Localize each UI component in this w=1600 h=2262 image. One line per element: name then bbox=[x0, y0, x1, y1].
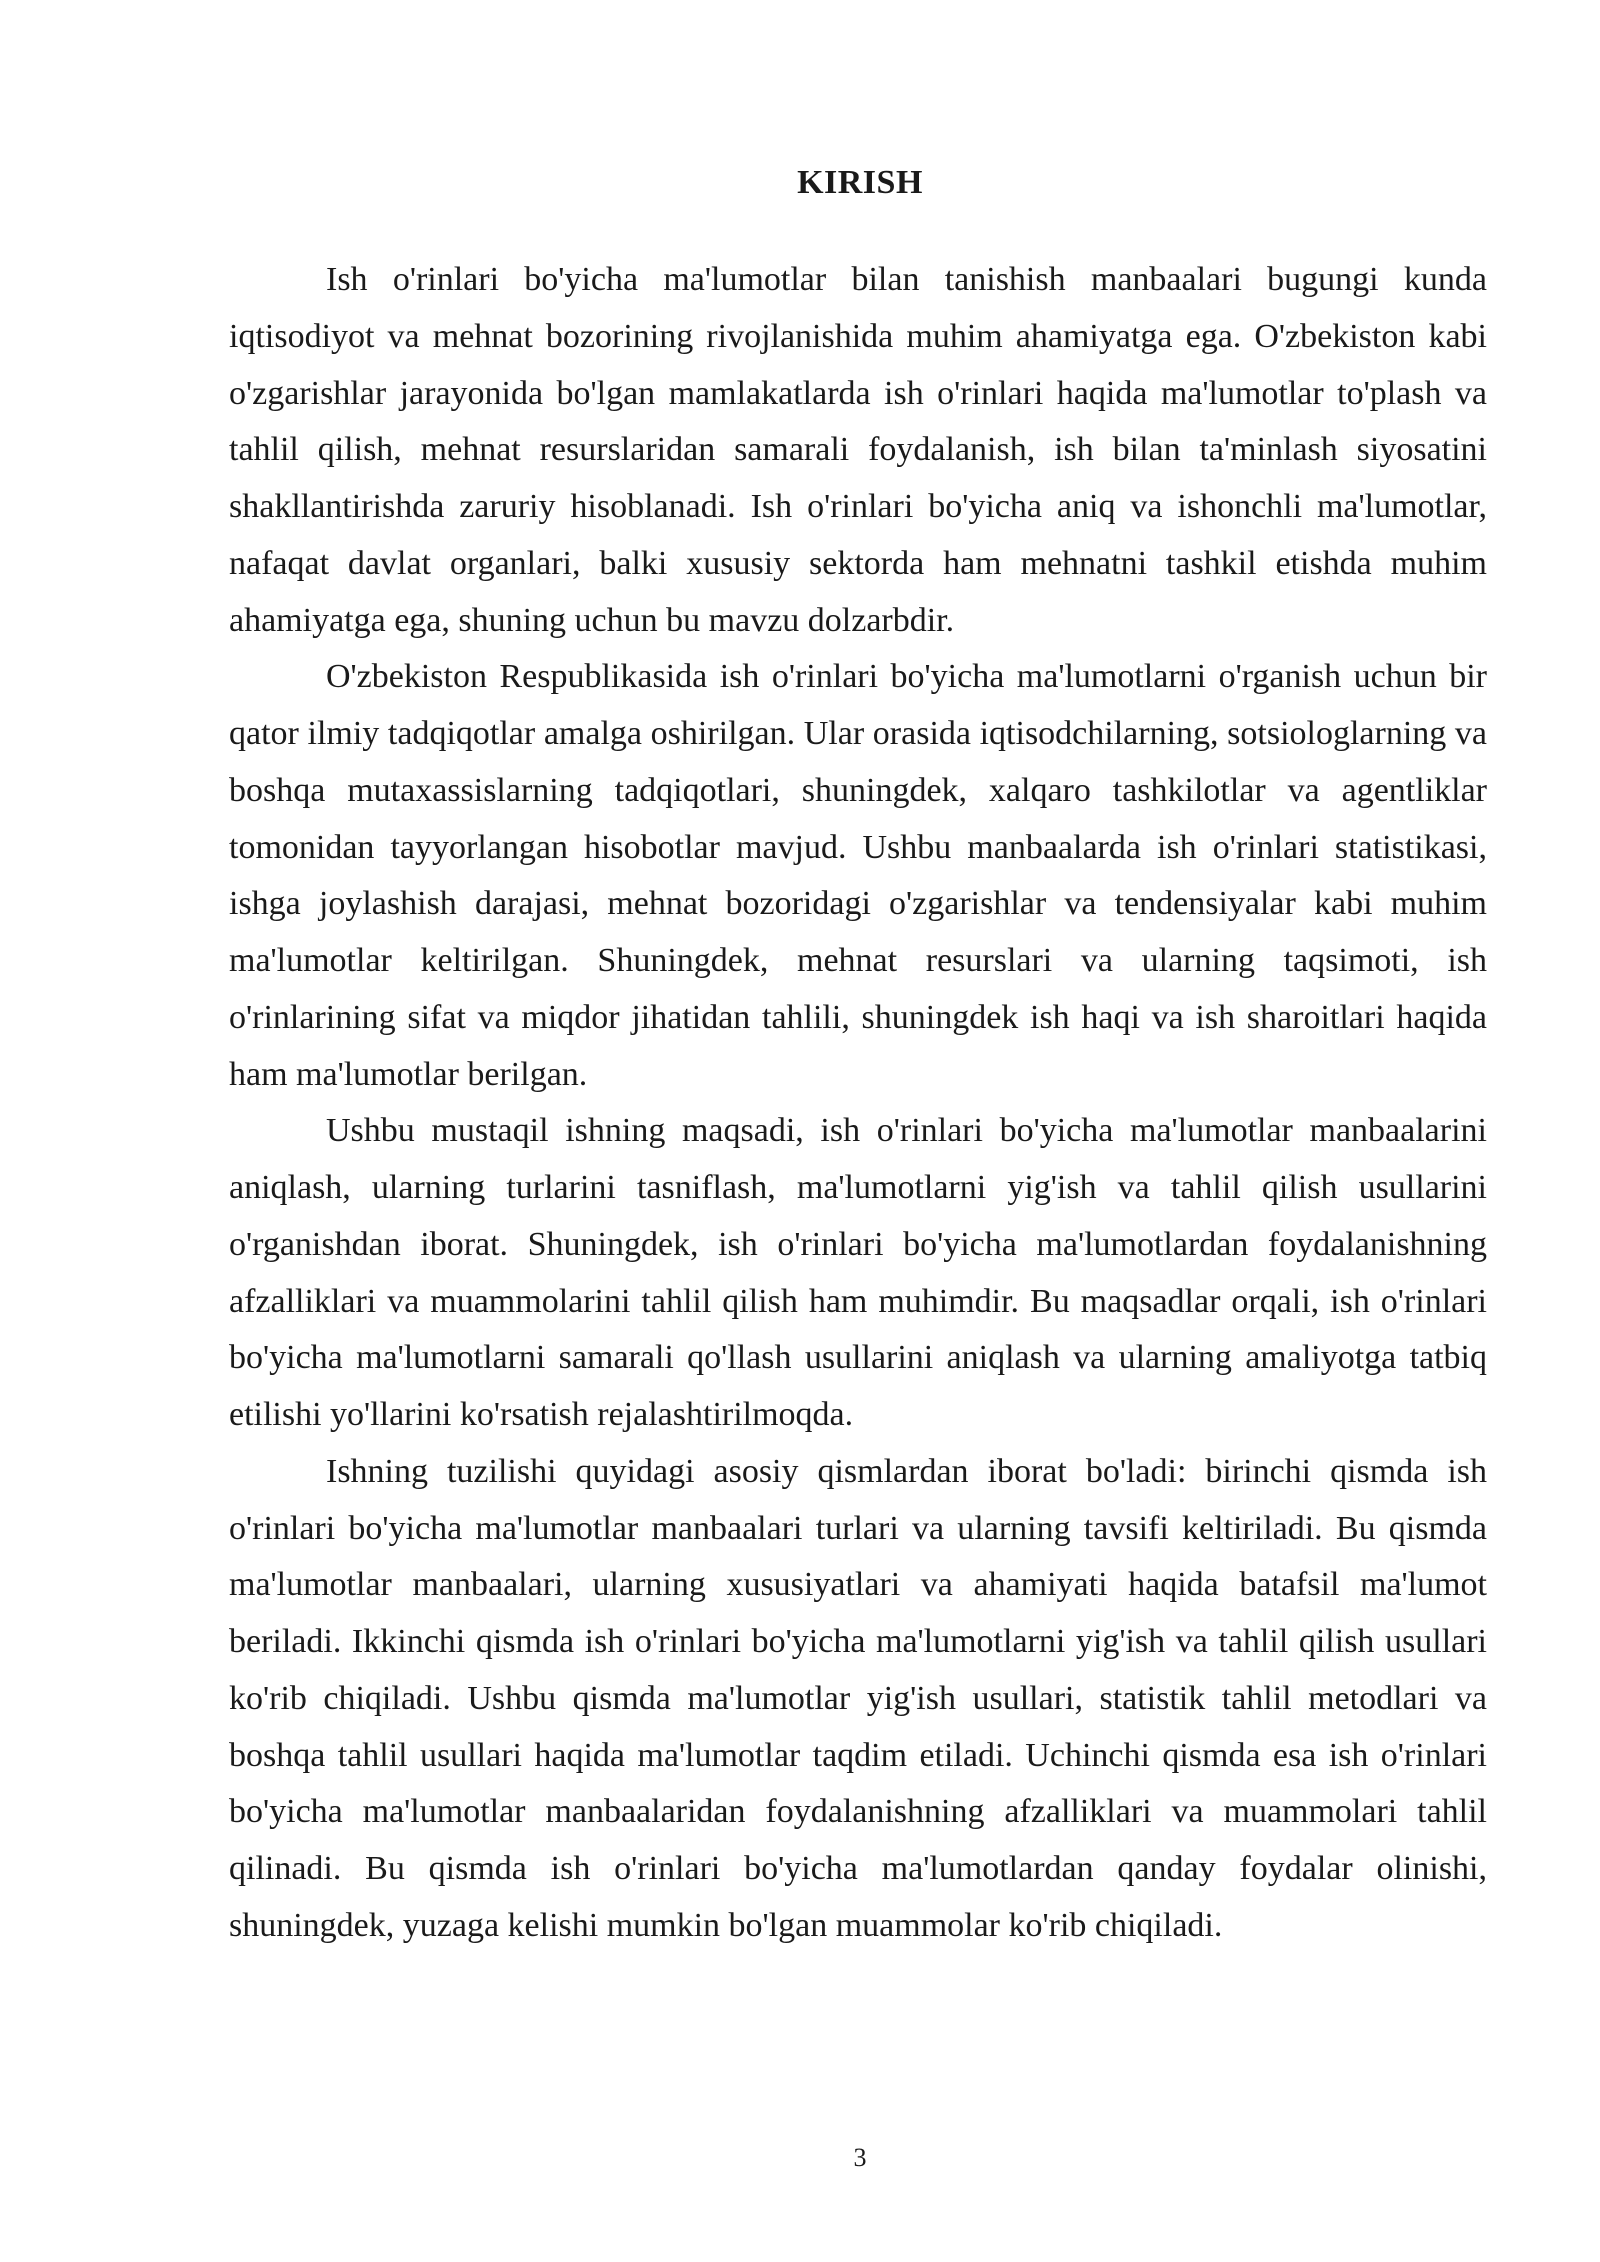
page-number: 3 bbox=[853, 2143, 867, 2172]
body-text bbox=[229, 252, 1487, 1955]
page-title: KIRISH bbox=[797, 164, 923, 201]
paragraph-4: Ishning tuzilishi quyidagi asosiy qismlardan iborat bo'ladi: birinchi qismda ish o'rinlari bo'yicha ma'lumotlar manbaalari turlari va ularning tavsifi keltiriladi. Bu qismda ma'lumotlar manbaalari, ularning xususiyatlari va ahamiyati haqida batafsil ma'lumot beriladi. Ikkinchi qismda ish o'rinlari bo'yicha ma'lumotlarni yig'ish va tahlil qilish usullari ko'rib chiqiladi. Ushbu qismda ma'lumotlar yig'ish usullari, statistik tahlil metodlari va boshqa tahlil usullari haqida ma'lumotlar taqdim etiladi. Uchinchi qismda esa ish o'rinlari bo'yicha ma'lumotlar manbaalaridan foydalanishning afzalliklari va muammolari tahlil qilinadi. Bu qismda ish o'rinlari bo'yicha ma'lumotlardan qanday foydalar olinishi, shuningdek, yuzaga kelishi mumkin bo'lgan muammolar ko'rib chiqiladi. bbox=[229, 1452, 1487, 1944]
paragraph-3: Ushbu mustaqil ishning maqsadi, ish o'rinlari bo'yicha ma'lumotlar manbaalarini aniqlash, ularning turlarini tasniflash, ma'lumotlarni yig'ish va tahlil qilish usullarini o'rganishdan iborat. Shuningdek, ish o'rinlari bo'yicha ma'lumotlardan foydalanishning afzalliklari va muammolarini tahlil qilish ham muhimdir. Bu maqsadlar orqali, ish o'rinlari bo'yicha ma'lumotlarni samarali qo'llash usullarini aniqlash va ularning amaliyotga tatbiq etilishi yo'llarini ko'rsatish rejalashtirilmoqda. bbox=[229, 1112, 1487, 1433]
paragraph-1: Ish o'rinlari bo'yicha ma'lumotlar bilan tanishish manbaalari bugungi kunda iqtisodiyot va mehnat bozorining rivojlanishida muhim ahamiyatga ega. O'zbekiston kabi o'zgarishlar jarayonida bo'lgan mamlakatlarda ish o'rinlari haqida ma'lumotlar to'plash va tahlil qilish, mehnat resurslaridan samarali foydalanish, ish bilan ta'minlash siyosatini shakllantirishda zaruriy hisoblanadi. Ish o'rinlari bo'yicha aniq va ishonchli ma'lumotlar, nafaqat davlat organlari, balki xususiy sektorda ham mehnatni tashkil etishda muhim ahamiyatga ega, shuning uchun bu mavzu dolzarbdir. bbox=[229, 261, 1487, 639]
paragraph-2: O'zbekiston Respublikasida ish o'rinlari bo'yicha ma'lumotlarni o'rganish uchun bir qator ilmiy tadqiqotlar amalga oshirilgan. Ular orasida iqtisodchilarning, sotsiologlarning va boshqa mutaxassislarning tadqiqotlari, shuningdek, xalqaro tashkilotlar va agentliklar tomonidan tayyorlangan hisobotlar mavjud. Ushbu manbaalarda ish o'rinlari statistikasi, ishga joylashish darajasi, mehnat bozoridagi o'zgarishlar va tendensiyalar kabi muhim ma'lumotlar keltirilgan. Shuningdek, mehnat resurslari va ularning taqsimoti, ish o'rinlarining sifat va miqdor jihatidan tahlili, shuningdek ish haqi va ish sharoitlari haqida ham ma'lumotlar berilgan. bbox=[229, 658, 1487, 1093]
